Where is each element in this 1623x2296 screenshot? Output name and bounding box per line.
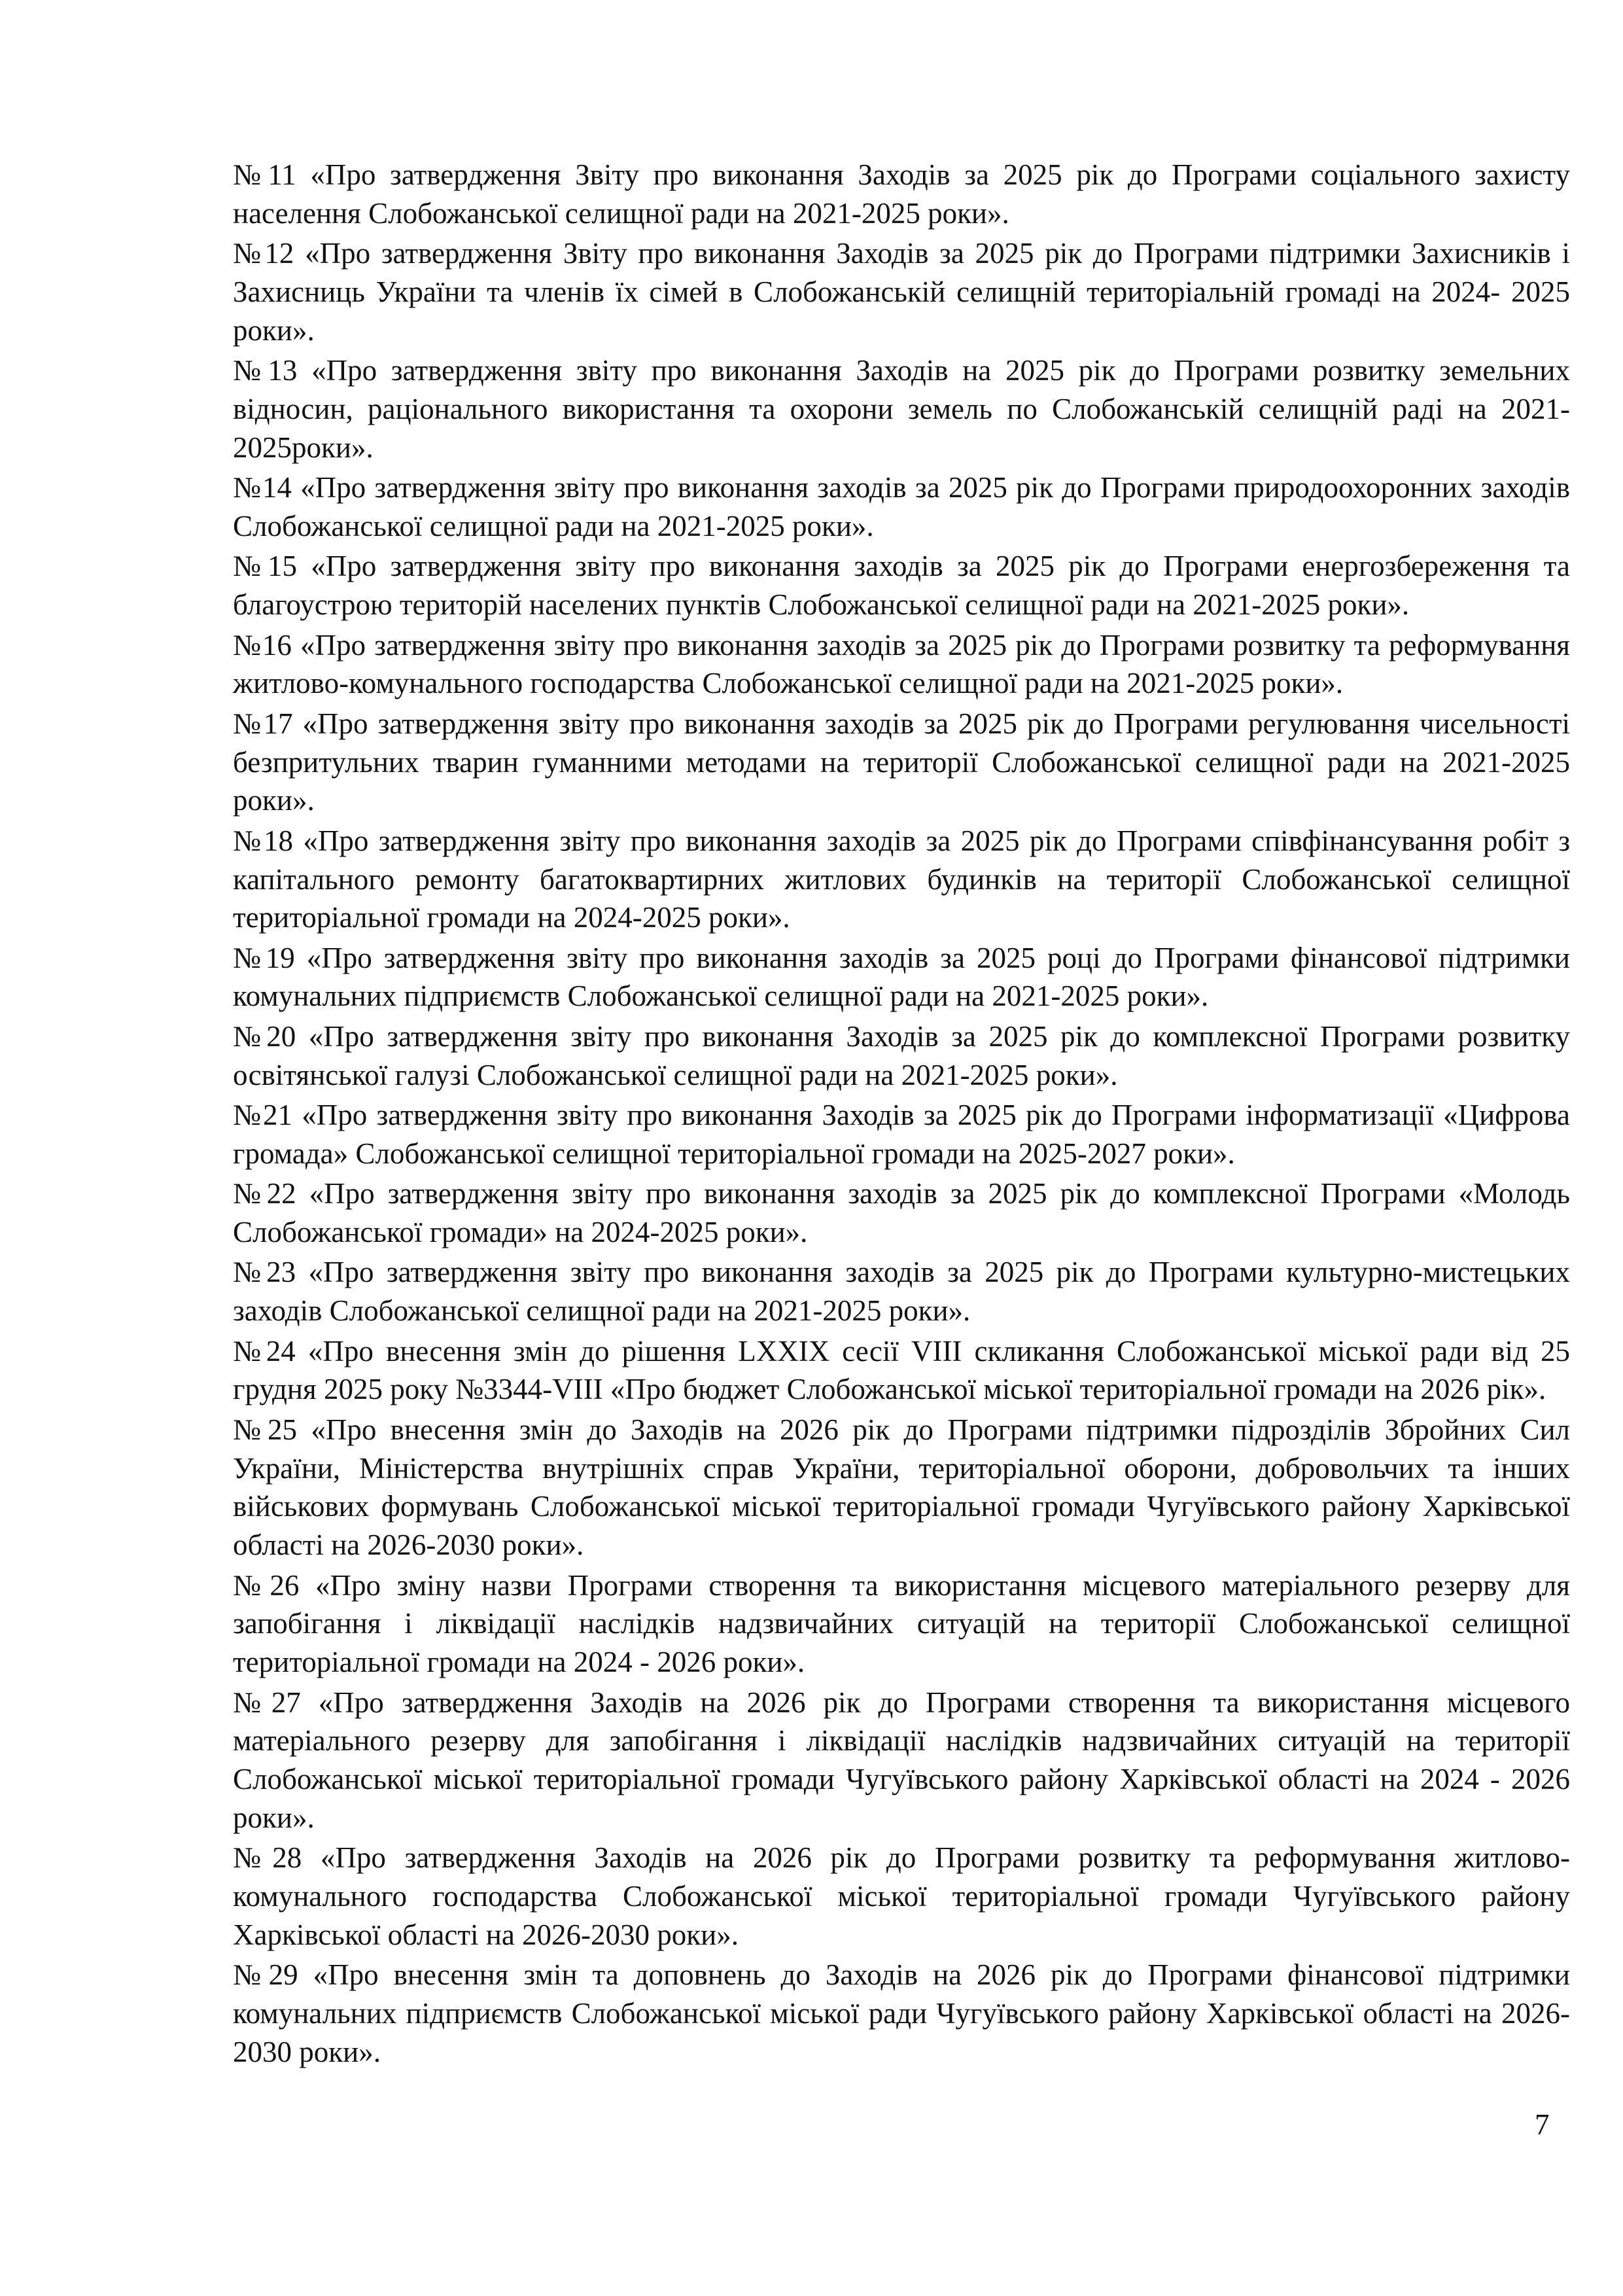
agenda-item-25: №25 «Про внесення змін до Заходів на 2026 рік до Програми підтримки підрозділів Збройних Сил України, Міністерства внутрішніх справ України, територіальної оборони, добровольчих та інших військових формувань Слобожанської міської територіальної громади Чугуївського району Харківської області на 2026-2030 роки». <box>233 1413 1570 1562</box>
agenda-item-26: №26 «Про зміну назви Програми створення та використання місцевого матеріального резерву для запобігання і ліквідації наслідків надзвичайних ситуацій на території Слобожанської селищної територіальної громади на 2024 - 2026 роки». <box>233 1568 1570 1679</box>
agenda-item-27: №27 «Про затвердження Заходів на 2026 рік до Програми створення та використання місцевого матеріального резерву для запобігання і ліквідації наслідків надзвичайних ситуацій на території Слобожанської міської територіальної громади Чугуївського району Харківської області на 2024 - 2026 роки». <box>233 1686 1570 1834</box>
agenda-item-22: №22 «Про затвердження звіту про виконання заходів за 2025 рік до комплексної Програми «Молодь Слобожанської громади» на 2024-2025 роки». <box>233 1177 1570 1249</box>
agenda-item-28: №28 «Про затвердження Заходів на 2026 рік до Програми розвитку та реформування житлово-комунального господарства Слобожанської міської територіальної громади Чугуївського району Харківської області на 2026-2030 роки». <box>233 1841 1570 1951</box>
page-number: 7 <box>1535 2108 1550 2141</box>
agenda-item-23: №23 «Про затвердження звіту про виконання заходів за 2025 рік до Програми культурно-мистецьких заходів Слобожанської селищної ради на 2021-2025 роки». <box>233 1256 1570 1328</box>
agenda-item-21: №21 «Про затвердження звіту про виконання Заходів за 2025 рік до Програми інформатизації «Цифрова громада» Слобожанської селищної територіальної громади на 2025-2027 роки». <box>233 1099 1570 1170</box>
agenda-item-29: №29 «Про внесення змін та доповнень до Заходів на 2026 рік до Програми фінансової підтримки комунальних підприємств Слобожанської міської ради Чугуївського району Харківської області на 2026-2030 роки». <box>233 1958 1570 2068</box>
agenda-item-15: №15 «Про затвердження звіту про виконання заходів за 2025 рік до Програми енергозбереження та благоустрою територій населених пунктів Слобожанської селищної ради на 2021-2025 роки». <box>233 550 1570 622</box>
agenda-item-11: №11 «Про затвердження Звіту про виконання Заходів за 2025 рік до Програми соціального захисту населення Слобожанської селищної ради на 2021-2025 роки». <box>233 158 1570 230</box>
agenda-item-14: №14 «Про затвердження звіту про виконання заходів за 2025 рік до Програми природоохоронних заходів Слобожанської селищної ради на 2021-2025 роки». <box>233 471 1570 542</box>
agenda-item-18: №18 «Про затвердження звіту про виконання заходів за 2025 рік до Програми співфінансування робіт з капітального ремонту багатоквартирних житлових будинків на території Слобожанської селищної територіальної громади на 2024-2025 роки». <box>233 824 1570 934</box>
agenda-item-12: №12 «Про затвердження Звіту про виконання Заходів за 2025 рік до Програми підтримки Захисників і Захисниць України та членів їх сімей в Слобожанській селищній територіальній громаді на 2024- 2025 роки». <box>233 237 1570 347</box>
agenda-item-19: №19 «Про затвердження звіту про виконання заходів за 2025 році до Програми фінансової підтримки комунальних підприємств Слобожанської селищної ради на 2021-2025 роки». <box>233 941 1570 1013</box>
agenda-item-13: №13 «Про затвердження звіту про виконання Заходів на 2025 рік до Програми розвитку земельних відносин, раціонального використання та охорони земель по Слобожанській селищній раді на 2021-2025роки». <box>233 354 1570 464</box>
agenda-item-17: №17 «Про затвердження звіту про виконання заходів за 2025 рік до Програми регулювання чисельності безпритульних тварин гуманними методами на території Слобожанської селищної ради на 2021-2025 роки». <box>233 707 1570 817</box>
agenda-item-20: №20 «Про затвердження звіту про виконання Заходів за 2025 рік до комплексної Програми розвитку освітянської галузі Слобожанської селищної ради на 2021-2025 роки». <box>233 1019 1570 1091</box>
document-body <box>233 156 1570 2073</box>
agenda-item-24: №24 «Про внесення змін до рішення LXXIX сесії VIII скликання Слобожанської міської ради від 25 грудня 2025 року №3344-VIII «Про бюджет Слобожанської міської територіальної громади на 2026 рік». <box>233 1334 1570 1406</box>
agenda-item-16: №16 «Про затвердження звіту про виконання заходів за 2025 рік до Програми розвитку та реформування житлово-комунального господарства Слобожанської селищної ради на 2021-2025 роки». <box>233 628 1570 700</box>
